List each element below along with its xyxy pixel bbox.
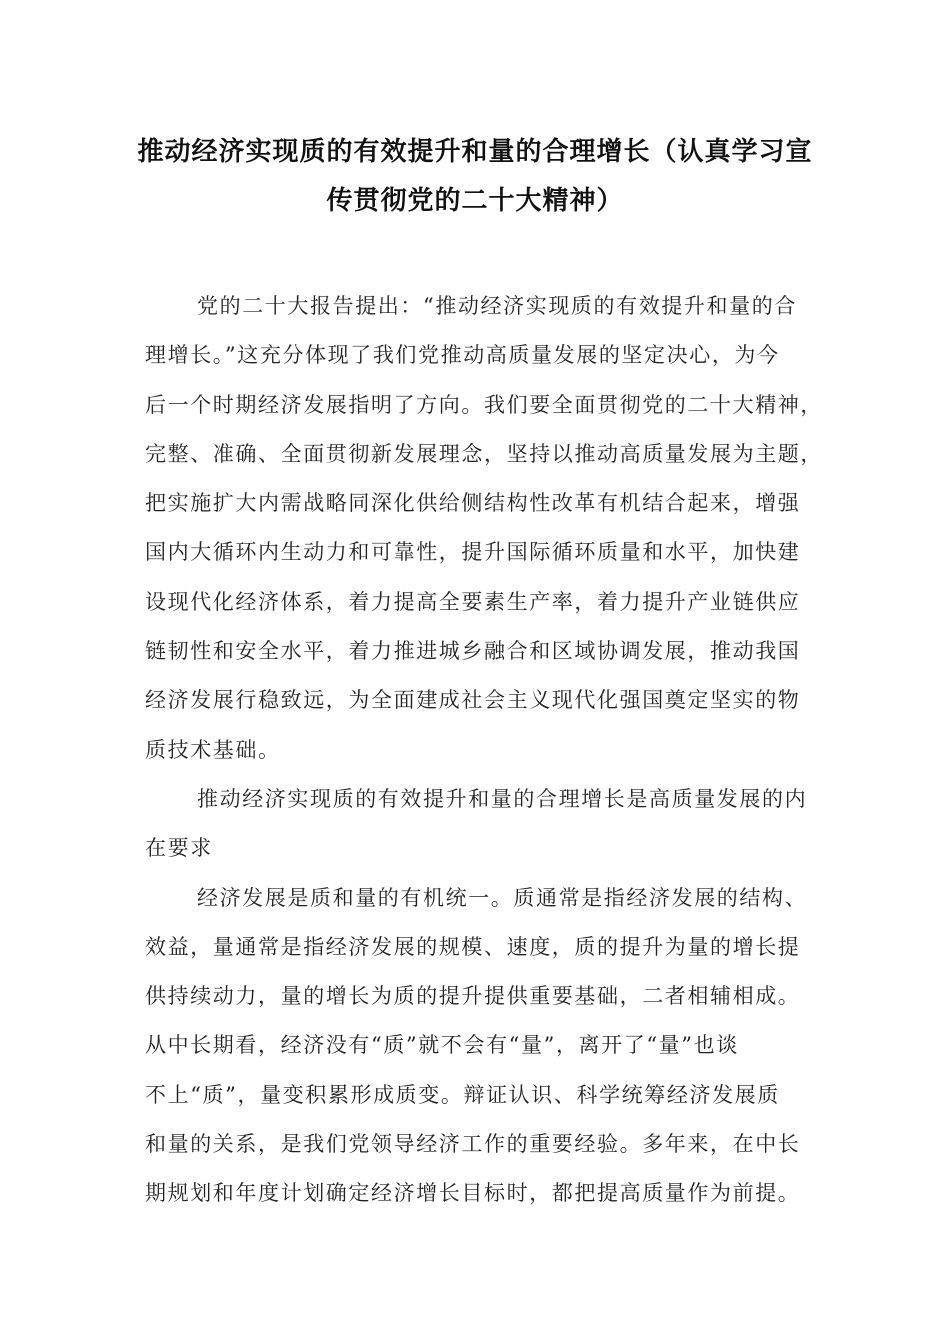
- text-line: 在要求: [145, 836, 213, 861]
- text-line: 设现代化经济体系，着力提高全要素生产率，着力提升产业链供应: [145, 589, 801, 614]
- text-line: 把实施扩大内需战略同深化供给侧结构性改革有机结合起来，增强: [145, 491, 801, 516]
- text-line: 期规划和年度计划确定经济增长目标时，都把提高质量作为前提。: [145, 1181, 801, 1206]
- text-line: 国内大循环内生动力和可靠性，提升国际循环质量和水平，加快建: [145, 540, 801, 565]
- text-line: 党的二十大报告提出：“推动经济实现质的有效提升和量的合: [197, 294, 797, 318]
- text-line: 经济发展行稳致远，为全面建成社会主义现代化强国奠定坚实的物: [145, 688, 801, 713]
- title-line: 传贯彻党的二十大精神）: [326, 186, 624, 216]
- text-line: 质技术基础。: [145, 737, 281, 762]
- title-line: 推动经济实现质的有效提升和量的合理增长（认真学习宣: [137, 137, 813, 167]
- text-line: 和量的关系，是我们党领导经济工作的重要经验。多年来，在中长: [145, 1132, 801, 1157]
- text-line: 链韧性和安全水平，着力推进城乡融合和区域协调发展，推动我国: [145, 639, 801, 664]
- section-heading: [145, 775, 808, 874]
- text-line: 供持续动力，量的增长为质的提升提供重要基础，二者相辅相成。: [145, 984, 801, 1009]
- text-line: 从中长期看，经济没有“质”就不会有“量”，离开了“量”也谈: [145, 1033, 739, 1058]
- paragraph-1: [145, 282, 823, 775]
- text-line: 推动经济实现质的有效提升和量的合理增长是高质量发展的内: [197, 786, 808, 811]
- document-title: [120, 128, 830, 226]
- text-line: 完整、准确、全面贯彻新发展理念，坚持以推动高质量发展为主题，: [145, 441, 823, 466]
- text-line: 后一个时期经济发展指明了方向。我们要全面贯彻党的二十大精神，: [145, 392, 823, 417]
- text-line: 效益，量通常是指经济发展的规模、速度，质的提升为量的增长提: [145, 934, 801, 959]
- text-line: 经济发展是质和量的有机统一。质通常是指经济发展的结构、: [197, 885, 808, 910]
- text-line: 不上“质”，量变积累形成质变。辩证认识、科学统筹经济发展质: [145, 1082, 780, 1107]
- text-line: 理增长。”这充分体现了我们党推动高质量发展的坚定决心，为今: [145, 343, 780, 368]
- document-body: [145, 282, 823, 1219]
- paragraph-3: [145, 874, 808, 1219]
